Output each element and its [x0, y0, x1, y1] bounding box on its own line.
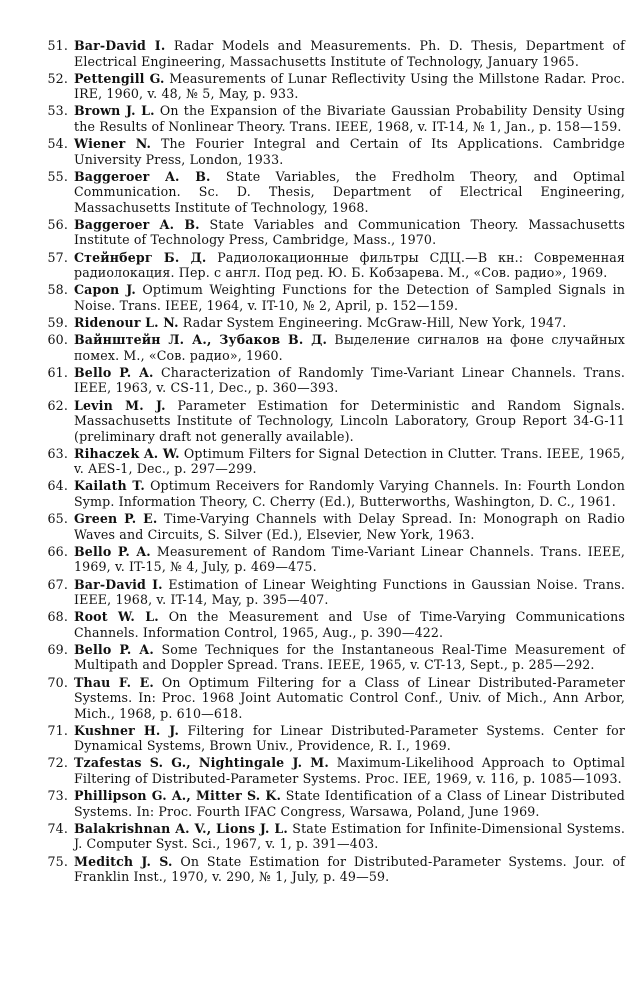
reference-number: 55. — [47, 168, 68, 184]
reference-item — [40, 854, 625, 885]
reference-number: 59. — [47, 315, 68, 330]
reference-item — [40, 544, 625, 575]
reference-item — [40, 38, 625, 69]
reference-item — [40, 788, 625, 819]
reference-authors: Bello P. A. — [74, 364, 154, 380]
reference-number: 53. — [47, 103, 68, 119]
reference-item — [40, 250, 625, 281]
reference-number: 62. — [47, 397, 68, 413]
reference-citation: Radar System Engineering. McGraw-Hill, New York, 1947. — [178, 315, 567, 330]
reference-item — [40, 217, 625, 248]
reference-number: 65. — [47, 511, 68, 527]
reference-authors: Bello P. A. — [74, 543, 151, 559]
reference-citation: Maximum-Likelihood Approach to Optimal Filtering of Distributed-Parameter Systems. Proc. IEE, 1969, v. 116, p. 1085—1093. — [74, 755, 625, 786]
reference-number: 61. — [47, 364, 68, 380]
reference-citation: On State Estimation for Distributed-Parameter Systems. Jour. of Franklin Inst., 1970, v. 290, № 1, July, p. 49—59. — [74, 853, 625, 884]
reference-authors: Вайнштейн Л. А., Зубаков В. Д. — [74, 332, 328, 348]
reference-citation: Estimation of Linear Weighting Functions in Gaussian Noise. Trans. IEEE, 1968, v. IT-14, May, p. 395—407. — [74, 576, 625, 607]
reference-authors: Стейнберг Б. Д. — [74, 249, 207, 265]
reference-authors: Thau F. E. — [74, 674, 154, 690]
reference-authors: Baggeroer A. B. — [74, 168, 211, 184]
reference-authors: Brown J. L. — [74, 103, 155, 119]
reference-number: 56. — [47, 216, 68, 232]
reference-citation: State Variables, the Fredholm Theory, and Optimal Communication. Sc. D. Thesis, Department of Electrical Engineering, Massachusetts Institute of Technology, 1968. — [74, 168, 625, 215]
reference-citation: Some Techniques for the Instantaneous Real-Time Measurement of Multipath and Doppler Spread. Trans. IEEE, 1965, v. CT-13, Sept., p. 285—292. — [74, 641, 625, 673]
reference-citation: Optimum Weighting Functions for the Detection of Sampled Signals in Noise. Trans. IEEE, 1964, v. IT-10, № 2, April, p. 152—159. — [74, 282, 626, 313]
reference-citation: Filtering for Linear Distributed-Parameter Systems. Center for Dynamical Systems, Brown Univ., Providence, R. I., 1969. — [74, 722, 625, 754]
reference-authors: Wiener N. — [74, 136, 152, 152]
reference-item — [40, 675, 625, 722]
reference-authors: Levin M. J. — [74, 397, 166, 413]
reference-citation: State Variables and Communication Theory. Massachusetts Institute of Technology Press, Cambridge, Mass., 1970. — [74, 216, 625, 248]
reference-number: 64. — [47, 478, 68, 494]
reference-item — [40, 609, 625, 640]
reference-item — [40, 398, 625, 445]
reference-item — [40, 577, 625, 608]
reference-number: 54. — [47, 136, 68, 152]
reference-authors: Pettengill G. — [74, 70, 165, 86]
reference-item — [40, 821, 625, 852]
reference-citation: Measurement of Random Time-Variant Linear Channels. Trans. IEEE, 1969, v. IT-15, № 4, July, p. 469—475. — [74, 543, 625, 575]
reference-citation: On the Measurement and Use of Time-Varying Communications Channels. Information Control, 1965, Aug., p. 390—422. — [74, 609, 625, 640]
reference-citation: Radar Models and Measurements. Ph. D. Thesis, Department of Electrical Engineering, Massachusetts Institute of Technology, January 1965. — [74, 38, 625, 69]
reference-number: 52. — [47, 70, 68, 86]
reference-number: 71. — [47, 722, 68, 738]
reference-number: 58. — [47, 282, 68, 298]
reference-authors: Kushner H. J. — [74, 722, 179, 738]
reference-number: 75. — [47, 853, 68, 869]
reference-item — [40, 315, 625, 331]
reference-citation: Parameter Estimation for Deterministic and Random Signals. Massachusetts Institute of Technology, Lincoln Laboratory, Group Report 34-G-11 (preliminary draft not generally available). — [74, 397, 626, 444]
reference-number: 63. — [47, 445, 68, 461]
reference-number: 67. — [47, 576, 68, 592]
reference-citation: On Optimum Filtering for a Class of Linear Distributed-Parameter Systems. In: Proc. 1968 Joint Automatic Control Conf., Univ. of Mich., Ann Arbor, Mich., 1968, p. 610—618. — [74, 674, 625, 721]
reference-number: 68. — [47, 609, 68, 625]
reference-authors: Bar-David I. — [74, 38, 166, 53]
reference-citation: State Estimation for Infinite-Dimensional Systems. J. Computer Syst. Sci., 1967, v. 1, p. 391—403. — [74, 820, 625, 852]
reference-item — [40, 642, 625, 673]
reference-authors: Rihaczek A. W. — [74, 445, 180, 461]
reference-authors: Balakrishnan A. V., Lions J. L. — [74, 820, 288, 836]
reference-number: 69. — [47, 641, 68, 657]
reference-citation: Радиолокационные фильтры СДЦ.—В кн.: Современная радиолокация. Пер. с англ. Под ред. Ю. Б. Кобзарева. М., «Сов. радио», 1969. — [74, 249, 625, 281]
reference-item — [40, 282, 625, 313]
reference-citation: Characterization of Randomly Time-Variant Linear Channels. Trans. IEEE, 1963, v. CS-11, Dec., p. 360—393. — [74, 364, 625, 396]
reference-number: 51. — [47, 38, 68, 53]
reference-authors: Capon J. — [74, 282, 136, 298]
reference-item — [40, 755, 625, 786]
reference-citation: Optimum Filters for Signal Detection in Clutter. Trans. IEEE, 1965, v. AES-1, Dec., p. 297—299. — [74, 445, 625, 477]
reference-item — [40, 71, 625, 102]
reference-item — [40, 723, 625, 754]
reference-authors: Meditch J. S. — [74, 853, 173, 869]
reference-citation: Time-Varying Channels with Delay Spread. In: Monograph on Radio Waves and Circuits, S. Silver (Ed.), Elsevier, New York, 1963. — [74, 511, 625, 542]
reference-item — [40, 446, 625, 477]
reference-authors: Phillipson G. A., Mitter S. K. — [74, 788, 281, 804]
reference-item — [40, 478, 625, 509]
reference-authors: Bello P. A. — [74, 641, 154, 657]
reference-item — [40, 103, 625, 134]
reference-authors: Tzafestas S. G., Nightingale J. M. — [74, 755, 329, 771]
reference-item — [40, 332, 625, 363]
reference-item — [40, 169, 625, 216]
reference-authors: Root W. L. — [74, 609, 159, 625]
reference-item — [40, 511, 625, 542]
reference-citation: On the Expansion of the Bivariate Gaussian Probability Density Using the Results of Nonlinear Theory. Trans. IEEE, 1968, v. IT-14, № 1, Jan., p. 158—159. — [74, 103, 625, 134]
reference-authors: Bar-David I. — [74, 576, 163, 592]
reference-number: 57. — [47, 249, 68, 265]
reference-number: 73. — [47, 788, 68, 804]
reference-number: 66. — [47, 543, 68, 559]
reference-number: 70. — [47, 674, 68, 690]
reference-list — [40, 38, 625, 886]
reference-item — [40, 365, 625, 396]
reference-citation: Optimum Receivers for Randomly Varying Channels. In: Fourth London Symp. Information Theory, C. Cherry (Ed.), Butterworths, Washington, D. C., 1961. — [74, 478, 625, 509]
reference-authors: Kailath T. — [74, 478, 145, 494]
reference-authors: Green P. E. — [74, 511, 158, 527]
reference-citation: Measurements of Lunar Reflectivity Using the Millstone Radar. Proc. IRE, 1960, v. 48, № 5, May, p. 933. — [74, 70, 625, 102]
reference-number: 60. — [47, 332, 68, 348]
reference-citation: Выделение сигналов на фоне случайных помех. М., «Сов. радио», 1960. — [74, 332, 625, 363]
reference-citation: The Fourier Integral and Certain of Its Applications. Cambridge University Press, London, 1933. — [74, 136, 625, 167]
reference-authors: Ridenour L. N. — [74, 315, 179, 330]
reference-citation: State Identification of a Class of Linear Distributed Systems. In: Proc. Fourth IFAC Congress, Warsawa, Poland, June 1969. — [74, 788, 625, 819]
reference-number: 72. — [47, 755, 68, 771]
reference-authors: Baggeroer A. B. — [74, 216, 200, 232]
reference-item — [40, 136, 625, 167]
reference-number: 74. — [47, 820, 68, 836]
